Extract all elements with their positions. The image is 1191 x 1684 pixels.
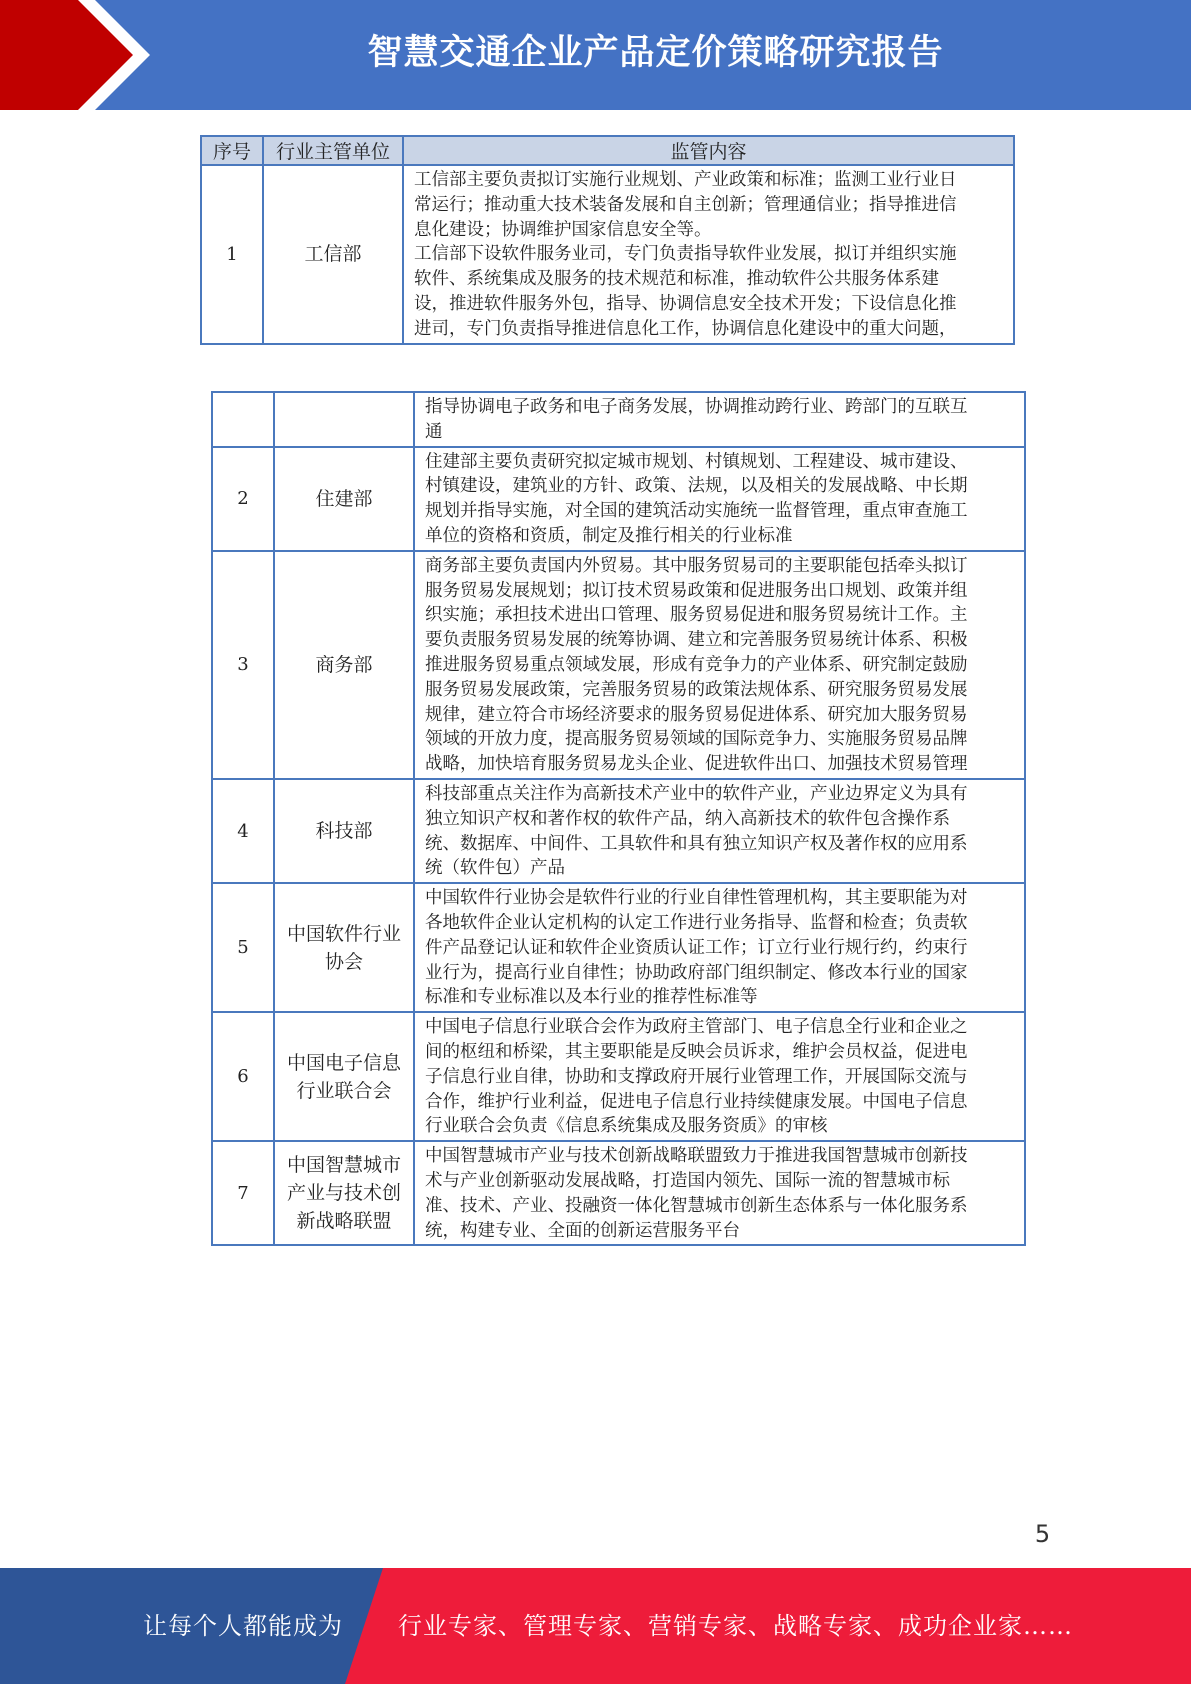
content-line: 要负责服务贸易发展的统筹协调、建立和完善服务贸易统计体系、积极	[425, 630, 968, 651]
regulation-content	[403, 165, 1014, 344]
row-number: 2	[212, 447, 274, 551]
department-name-line: 产业与技术创	[286, 1182, 401, 1205]
department-name	[274, 1141, 414, 1245]
content-line: 术与产业创新驱动发展战略，打造国内领先、国际一流的智慧城市标	[425, 1170, 950, 1191]
content-line: 规划并指导实施，对全国的建筑活动实施统一监督管理，重点审查施工	[425, 501, 968, 522]
content-line: 软件、系统集成及服务的技术规范和标准，推动软件公共服务体系建	[414, 269, 939, 290]
regulation-table-bottom	[211, 391, 1026, 1246]
table-row	[212, 392, 1025, 447]
content-line: 规律，建立符合市场经济要求的服务贸易促进体系、研究加大服务贸易	[425, 704, 968, 725]
department-name	[274, 392, 414, 447]
page-number: 5	[1034, 1520, 1051, 1548]
content-line: 各地软件企业认定机构的认定工作进行业务指导、监督和检查；负责软	[425, 912, 968, 933]
content-line: 合作，维护行业利益，促进电子信息行业持续健康发展。中国电子信息	[425, 1091, 968, 1112]
content-line: 推进服务贸易重点领域发展，形成有竞争力的产业体系、研究制定鼓励	[425, 654, 968, 675]
content-line: 服务贸易发展规划；拟订技术贸易政策和促进服务出口规划、政策并组	[425, 580, 968, 601]
regulation-table-top	[200, 135, 1015, 345]
department-name: 住建部	[274, 447, 414, 551]
footer-slogan-left: 让每个人都能成为	[143, 1612, 343, 1640]
content-line: 子信息行业自律，协助和支撑政府开展行业管理工作，开展国际交流与	[425, 1066, 968, 1087]
department-name-line: 中国电子信息	[286, 1051, 401, 1074]
content-line: 指导协调电子政务和电子商务发展，协调推动跨行业、跨部门的互联互	[425, 397, 968, 417]
regulation-content	[414, 447, 1025, 551]
row-number: 5	[212, 883, 274, 1012]
content-line: 行业联合会负责《信息系统集成及服务资质》的审核	[425, 1116, 828, 1137]
content-line: 村镇建设，建筑业的方针、政策、法规，以及相关的发展战略、中长期	[425, 476, 968, 497]
department-name-line: 行业联合会	[296, 1079, 392, 1102]
row-number: 1	[201, 165, 263, 344]
content-line: 统，构建专业、全面的创新运营服务平台	[425, 1220, 740, 1241]
report-title: 智慧交通企业产品定价策略研究报告	[367, 33, 944, 73]
department-name-line: 新战略联盟	[296, 1210, 392, 1233]
content-line: 业行为，提高行业自律性；协助政府部门组织制定、修改本行业的国家	[425, 962, 968, 983]
table-header-row	[201, 136, 1014, 165]
department-name-line: 协会	[324, 950, 363, 973]
content-line: 中国电子信息行业联合会作为政府主管部门、电子信息全行业和企业之	[425, 1017, 968, 1038]
table-row	[212, 1141, 1025, 1245]
regulation-content	[414, 551, 1025, 779]
content-line: 进司，专门负责指导推进信息化工作，协调信息化建设中的重大问题，	[414, 318, 957, 339]
table-row	[212, 1012, 1025, 1141]
row-number: 4	[212, 779, 274, 883]
content-line: 息化建设；协调维护国家信息安全等。	[414, 219, 712, 240]
content-line: 领域的开放力度，提高服务贸易领域的国际竞争力、实施服务贸易品牌	[425, 729, 968, 750]
content-line: 中国软件行业协会是软件行业的行业自律性管理机构，其主要职能为对	[425, 888, 968, 909]
content-line: 件产品登记认证和软件企业资质认证工作；订立行业行规行约，约束行	[425, 937, 968, 958]
content-line: 常运行；推动重大技术装备发展和自主创新；管理通信业；指导推进信	[414, 194, 957, 215]
table-row	[212, 779, 1025, 883]
content-line: 科技部重点关注作为高新技术产业中的软件产业，产业边界定义为具有	[425, 783, 968, 804]
department-name-line: 中国智慧城市	[286, 1154, 401, 1177]
content-line: 织实施；承担技术进出口管理、服务贸易促进和服务贸易统计工作。主	[425, 605, 968, 626]
department-name	[274, 883, 414, 1012]
row-number: 7	[212, 1141, 274, 1245]
regulation-content	[414, 883, 1025, 1012]
content-line: 通	[425, 421, 443, 442]
content-line: 工信部主要负责拟订实施行业规划、产业政策和标准；监测工业行业日	[414, 170, 957, 190]
column-header-dept: 行业主管单位	[263, 136, 403, 165]
department-name: 商务部	[274, 551, 414, 779]
table-row	[212, 883, 1025, 1012]
footer-slogan-right: 行业专家、管理专家、营销专家、战略专家、成功企业家……	[398, 1612, 1073, 1640]
content-line: 独立知识产权和著作权的软件产品，纳入高新技术的软件包含操作系	[425, 808, 950, 829]
footer-band	[0, 1568, 1191, 1684]
row-number: 6	[212, 1012, 274, 1141]
regulation-content	[414, 779, 1025, 883]
content-line: 统（软件包）产品	[425, 858, 565, 879]
content-line: 单位的资格和资质，制定及推行相关的行业标准	[425, 525, 793, 546]
column-header-no: 序号	[201, 136, 263, 165]
content-line: 住建部主要负责研究拟定城市规划、村镇规划、工程建设、城市建设、	[425, 451, 968, 472]
content-line: 中国智慧城市产业与技术创新战略联盟致力于推进我国智慧城市创新技	[425, 1146, 968, 1167]
content-line: 工信部下设软件服务业司，专门负责指导软件业发展，拟订并组织实施	[414, 244, 957, 265]
row-number: 3	[212, 551, 274, 779]
content-line: 战略，加快培育服务贸易龙头企业、促进软件出口、加强技术贸易管理	[425, 754, 968, 775]
content-line: 服务贸易发展政策，完善服务贸易的政策法规体系、研究服务贸易发展	[425, 679, 968, 700]
row-number	[212, 392, 274, 447]
content-line: 间的枢纽和桥梁，其主要职能是反映会员诉求，维护会员权益，促进电	[425, 1041, 968, 1062]
header-arrow-decoration	[0, 0, 160, 110]
content-line: 准、技术、产业、投融资一体化智慧城市创新生态体系与一体化服务系	[425, 1195, 968, 1216]
header-band	[0, 0, 1191, 110]
regulation-content	[414, 1141, 1025, 1245]
content-line: 标准和专业标准以及本行业的推荐性标准等	[425, 987, 758, 1008]
content-line: 商务部主要负责国内外贸易。其中服务贸易司的主要职能包括牵头拟订	[425, 555, 968, 576]
content-line: 统、数据库、中间件、工具软件和具有独立知识产权及著作权的应用系	[425, 833, 968, 854]
regulation-content	[414, 1012, 1025, 1141]
content-line: 设，推进软件服务外包，指导、协调信息安全技术开发；下设信息化推	[414, 293, 957, 314]
department-name: 科技部	[274, 779, 414, 883]
table-row	[201, 165, 1014, 344]
table-row	[212, 447, 1025, 551]
department-name: 工信部	[263, 165, 403, 344]
department-name-line: 中国软件行业	[286, 922, 401, 945]
department-name	[274, 1012, 414, 1141]
column-header-content: 监管内容	[403, 136, 1014, 165]
regulation-content	[414, 392, 1025, 447]
table-row	[212, 551, 1025, 779]
